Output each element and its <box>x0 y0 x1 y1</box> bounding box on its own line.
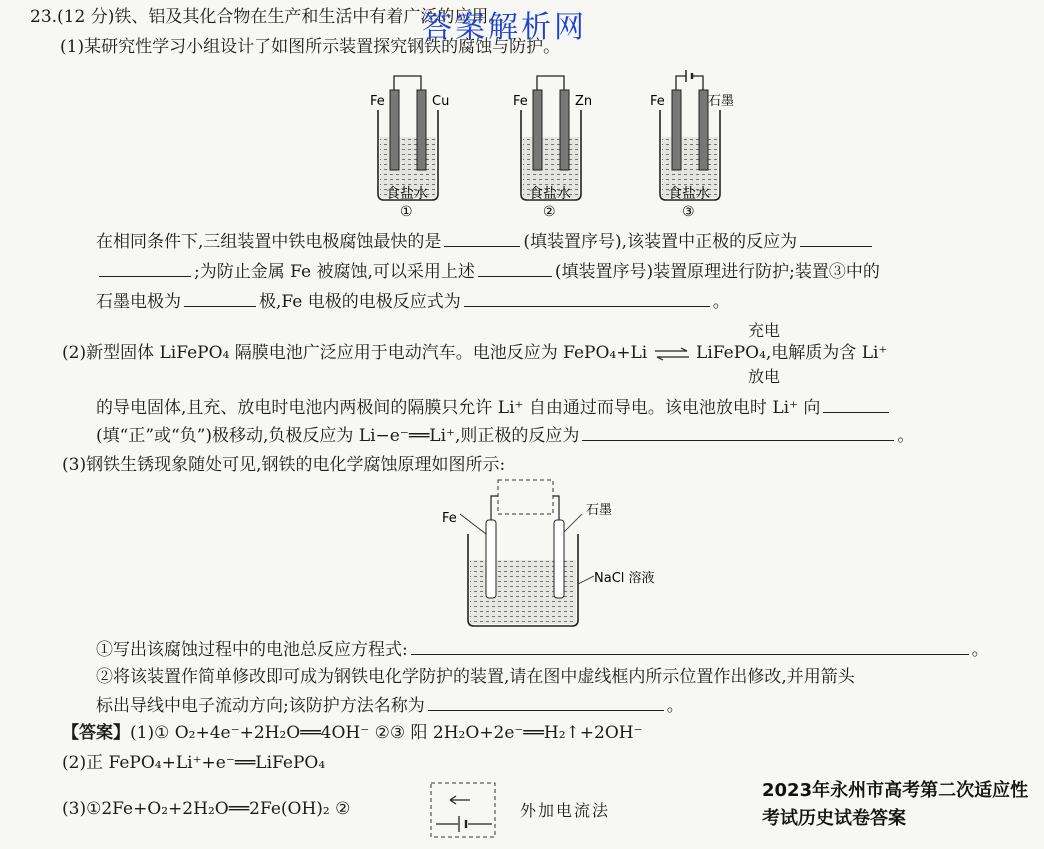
discharge-label: 放电 <box>748 367 781 386</box>
part3-q2b: 标出导线中电子流动方向;该防护方法名称为 。 <box>96 696 684 716</box>
device-2-number: ② <box>543 204 556 220</box>
device-1-right-label: Cu <box>432 94 450 109</box>
blank-protection-method[interactable] <box>428 694 664 711</box>
blank-fastest-device[interactable] <box>444 230 520 247</box>
device-1-left-label: Fe <box>370 94 385 109</box>
part1-line2: ;为防止金属 Fe 被腐蚀,可以采用上述 (填装置序号)装置原理进行防护;装置③中的 <box>96 260 880 283</box>
part1-line3: 石墨电极为 极,Fe 电极的电极反应式为 。 <box>96 292 730 312</box>
device-2-right-label: Zn <box>575 94 593 109</box>
answer-method: 外加电流法 <box>520 801 611 820</box>
blank-fe-electrode-reaction[interactable] <box>464 290 710 307</box>
answer-line1: 【答案】(1)① O₂+4e⁻+2H₂O══4OH⁻ ②③ 阳 2H₂O+2e⁻══H₂↑+2OH⁻ <box>62 723 643 743</box>
part3-q1: ①写出该腐蚀过程中的电池总反应方程式: 。 <box>96 640 989 660</box>
device-1-number: ① <box>400 204 413 220</box>
device-2-solution: 食盐水 <box>529 186 571 202</box>
device-1-solution: 食盐水 <box>386 186 428 202</box>
device-3-right-label: 石墨 <box>708 94 735 109</box>
device-3-left-label: Fe <box>650 94 665 109</box>
device-3-solution: 食盐水 <box>668 186 710 202</box>
question-title: 铁、铝及其化合物在生产和生活中有着广泛的应用。 <box>114 7 506 27</box>
footer-title: 2023年永州市高考第二次适应性考试历史试卷答案 <box>762 780 1029 829</box>
part2-line1: (2)新型固体 LiFePO₄ 隔膜电池广泛应用于电动汽车。电池反应为 FePO₄+Li LiFePO₄,电解质为含 Li⁺ <box>62 343 888 363</box>
answer-label: 【答案】 <box>62 723 130 743</box>
blank-total-equation[interactable] <box>411 638 969 655</box>
charge-label: 充电 <box>748 321 781 340</box>
device-2-left-label: Fe <box>513 94 528 109</box>
part3-q2a: ②将该装置作简单修改即可成为钢铁电化学防护的装置,请在图中虚线框内所示位置作出修改,并用箭头 <box>96 667 855 687</box>
answer-power-sketch <box>428 780 500 842</box>
question-number: 23. <box>30 7 58 27</box>
answer-line3: (3)①2Fe+O₂+2H₂O══2Fe(OH)₂ ② <box>62 799 351 819</box>
blank-positive-reaction-a[interactable] <box>800 230 872 247</box>
reversible-arrow <box>653 347 691 361</box>
question-points: (12 分) <box>57 7 115 27</box>
fig2-solution-label: NaCl 溶液 <box>594 571 655 586</box>
watermark: 答案解析网 <box>422 10 587 45</box>
blank-protection-device[interactable] <box>478 260 552 277</box>
device-3-number: ③ <box>682 204 695 220</box>
device-1 <box>370 76 449 220</box>
dashed-box <box>498 480 553 514</box>
fig2-fe-label: Fe <box>442 511 457 526</box>
blank-positive-reaction[interactable] <box>582 424 894 441</box>
device-3 <box>650 70 734 220</box>
device-2 <box>513 76 592 220</box>
blank-positive-reaction-b[interactable] <box>99 260 191 277</box>
part1-line1: 在相同条件下,三组装置中铁电极腐蚀最快的是 (填装置序号),该装置中正极的反应为 <box>96 230 875 253</box>
part1-intro: (1)某研究性学习小组设计了如图所示装置探究钢铁的腐蚀与防护。 <box>60 37 561 57</box>
figure-rust-cell <box>432 474 662 630</box>
answer-line2: (2)正 FePO₄+Li⁺+e⁻══LiFePO₄ <box>62 753 326 773</box>
fig2-graphite-label: 石墨 <box>586 503 613 518</box>
blank-li-direction[interactable] <box>823 396 889 413</box>
part3-intro: (3)钢铁生锈现象随处可见,钢铁的电化学腐蚀原理如图所示: <box>62 455 506 475</box>
part2-line3: (填“正”或“负”)极移动,负极反应为 Li−e⁻══Li⁺,则正极的反应为 。 <box>96 426 915 446</box>
blank-graphite-pole[interactable] <box>184 290 256 307</box>
figure-three-devices <box>360 62 760 222</box>
part2-line2: 的导电固体,且充、放电时电池内两极间的隔膜只允许 Li⁺ 自由通过而导电。该电池放电时 Li⁺ 向 <box>96 396 892 419</box>
